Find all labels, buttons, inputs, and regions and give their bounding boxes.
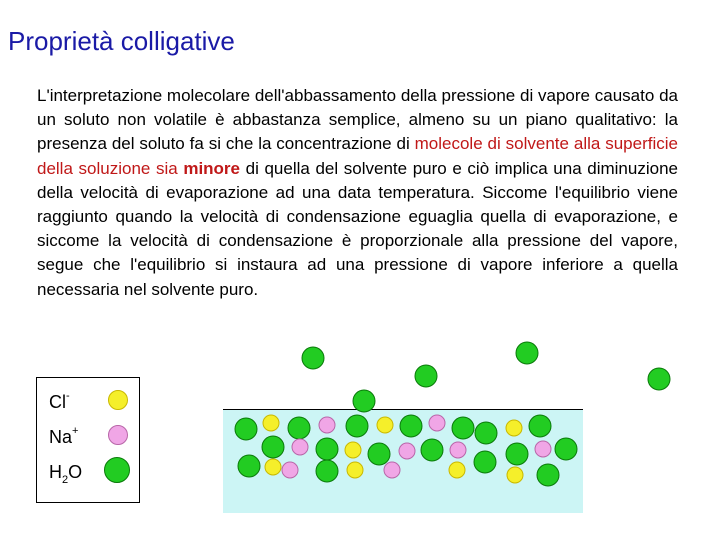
vapor-water-molecule	[353, 390, 375, 412]
sodium-ion	[384, 462, 400, 478]
water-molecule	[368, 443, 390, 465]
chloride-ion	[507, 467, 523, 483]
water-molecule	[288, 417, 310, 439]
water-molecule	[400, 415, 422, 437]
sodium-ion	[319, 417, 335, 433]
paragraph-text-part2: di quella del solvente puro e ciò implica una diminuzione della velocità di evaporazione ad una data temperatura. Siccome l'equilibrio viene raggiunto quando la velocità di condensazione eguaglia quella di evaporazione, e siccome la velocità di condensazione è proporzionale alla pressione del vapore, segue che l'equilibrio si instaura ad una pressione di vapore inferiore a quella necessaria nel solvente puro.	[37, 158, 678, 299]
sodium-ion	[399, 443, 415, 459]
legend-label-water: $H_2O$	[49, 462, 83, 486]
paragraph-text-part1: L'interpretazione molecolare dell'abbassamento della pressione di vapore causato da un soluto non volatile è abbastanza semplice, almeno su un piano qualitativo: la presenza del soluto fa si che la concentrazione di	[37, 86, 678, 154]
vapor-water-molecule	[302, 347, 324, 369]
sodium-ion	[535, 441, 551, 457]
water-molecule	[235, 418, 257, 440]
water-molecule	[529, 415, 551, 437]
chloride-ion	[347, 462, 363, 478]
chloride-ion	[506, 420, 522, 436]
water-molecule	[452, 417, 474, 439]
sodium-ion	[292, 439, 308, 455]
legend-label-sodium: Na+	[49, 425, 79, 447]
legend-label-chloride: Cl-	[49, 390, 70, 412]
vapor-water-molecule	[415, 365, 437, 387]
sodium-ion	[450, 442, 466, 458]
water-molecule	[346, 415, 368, 437]
chloride-ion	[263, 415, 279, 431]
water-molecule	[238, 455, 260, 477]
vapor-water-molecule	[648, 368, 670, 390]
water-molecule	[537, 464, 559, 486]
chloride-ion	[345, 442, 361, 458]
sodium-ion	[282, 462, 298, 478]
water-molecule	[316, 460, 338, 482]
water-molecule	[475, 422, 497, 444]
vapor-phase	[302, 342, 670, 412]
vapor-water-molecule	[516, 342, 538, 364]
water-molecule	[316, 438, 338, 460]
water-molecule	[474, 451, 496, 473]
water-molecule	[506, 443, 528, 465]
paragraph-highlight-minore: minore	[183, 158, 241, 178]
slide-title: Proprietà colligative	[8, 26, 235, 56]
water-molecule	[262, 436, 284, 458]
paragraph-highlight-solvent-surface: molecole di solvente alla superficie della soluzione sia	[37, 134, 678, 178]
chloride-ion	[449, 462, 465, 478]
sodium-ion	[429, 415, 445, 431]
chloride-ion	[265, 459, 281, 475]
water-molecule	[421, 439, 443, 461]
water-molecule	[555, 438, 577, 460]
chloride-ion	[377, 417, 393, 433]
